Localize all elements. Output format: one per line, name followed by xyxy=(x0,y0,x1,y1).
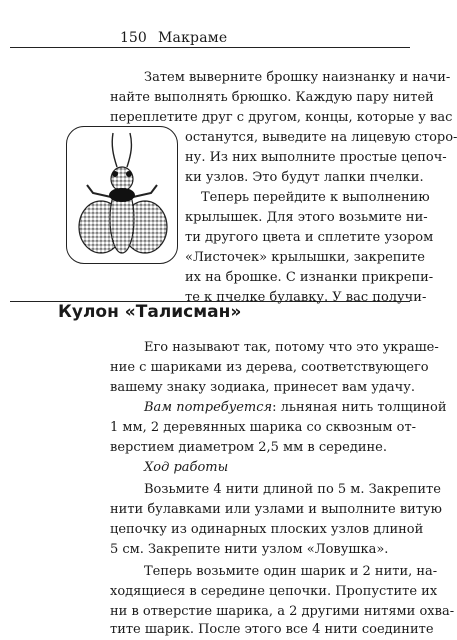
text-line: Его называют так, потому что это украше- xyxy=(144,340,439,355)
text-line: нити булавками или узлами и выполните витую xyxy=(110,502,442,517)
text-line: цепочку из одинарных плоских узлов длиной xyxy=(110,522,424,537)
text-line: 5 см. Закрепите нити узлом «Ловушка». xyxy=(110,542,389,557)
text-line: найте выполнять брюшко. Каждую пару нитей xyxy=(110,90,434,105)
text-line: ние с шариками из дерева, соответствующего xyxy=(110,360,429,375)
text-line: тите шарик. После этого все 4 нити соедините xyxy=(110,622,434,637)
text-line: 1 мм, 2 деревянных шарика со сквозным от- xyxy=(110,420,417,435)
materials-rest: : льняная нить толщиной xyxy=(272,400,447,415)
bee-drawing-icon xyxy=(67,127,179,265)
text-line: вашему знаку зодиака, принесет вам удачу. xyxy=(110,380,416,395)
text-line: Теперь возьмите один шарик и 2 нити, на- xyxy=(144,564,438,579)
section-title: Кулон «Талисман» xyxy=(58,302,242,322)
text-line: ходящиеся в середине цепочки. Пропустите их xyxy=(110,584,438,599)
text-line: верстием диаметром 2,5 мм в середине. xyxy=(110,440,387,455)
materials-line xyxy=(144,398,447,418)
text-line: переплетите друг с другом, концы, которые у вас xyxy=(110,110,453,125)
header-rule xyxy=(10,47,410,48)
text-line: ни в отверстие шарика, а 2 другими нитями охва- xyxy=(110,604,455,619)
text-line: Возьмите 4 нити длиной по 5 м. Закрепите xyxy=(144,482,441,497)
text-line: те к пчелке булавку. У вас получи- xyxy=(185,290,427,305)
text-line: Затем выверните брошку наизнанку и начи- xyxy=(144,70,451,85)
process-label: Ход работы xyxy=(144,460,229,475)
text-line: ки узлов. Это будут лапки пчелки. xyxy=(185,170,424,185)
text-line: крылышек. Для этого возьмите ни- xyxy=(185,210,428,225)
text-line: останутся, выведите на лицевую сторо- xyxy=(185,130,457,145)
text-line: их на брошке. С изнанки прикрепи- xyxy=(185,270,434,285)
text-line: ну. Из них выполните простые цепоч- xyxy=(185,150,447,165)
materials-label: Вам потребуется xyxy=(144,400,273,415)
page-number: 150 xyxy=(120,30,147,46)
text-line: «Листочек» крылышки, закрепите xyxy=(185,250,425,265)
text-line: ти другого цвета и сплетите узором xyxy=(185,230,434,245)
bee-illustration xyxy=(66,126,178,264)
running-head: Макраме xyxy=(158,30,228,46)
text-line: Теперь перейдите к выполнению xyxy=(201,190,430,205)
